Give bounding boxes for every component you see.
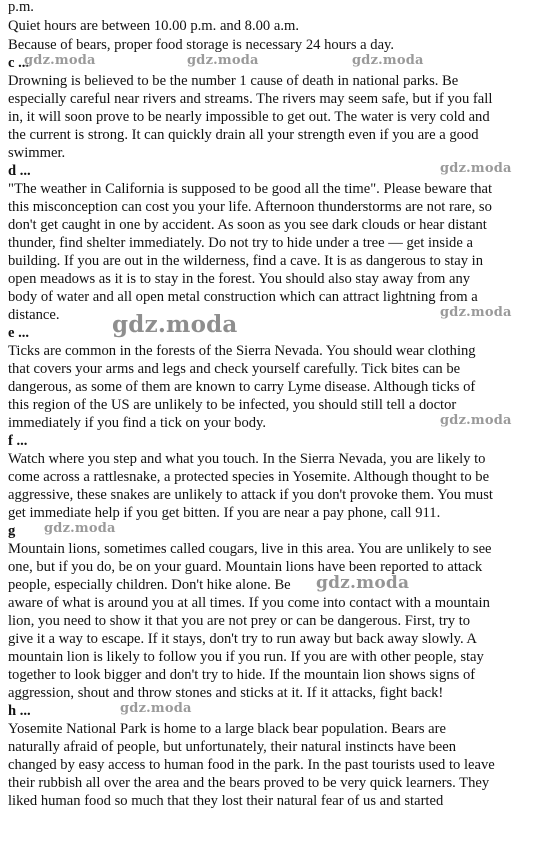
text-line: open meadows as it is to stay in the forest. You should also stay away from any [8, 271, 471, 287]
section-heading-e: e ... [8, 325, 30, 341]
watermark: gdz.moda [187, 53, 259, 68]
watermark: gdz.moda [440, 413, 512, 428]
text-line: together to look bigger and don't try to hide. If the mountain lion shows signs of [8, 667, 476, 683]
text-line: the current is strong. It can quickly drain all your strength even if you are a good [8, 127, 479, 143]
text-line: body of water and all open metal construction which can attract lightning from a [8, 289, 478, 305]
section-heading-f: f ... [8, 433, 28, 449]
text-line: changed by easy access to human food in the park. In the past tourists used to leave [8, 757, 495, 773]
text-line: this region of the US are unlikely to be infected, you should still tell a doctor [8, 397, 457, 413]
text-line: Because of bears, proper food storage is necessary 24 hours a day. [8, 37, 395, 53]
text-line: in, it will soon prove to be nearly impossible to get out. The water is very cold and [8, 109, 490, 125]
text-line: naturally afraid of people, but unfortunately, their natural instincts have been [8, 739, 457, 755]
watermark: gdz.moda [120, 701, 192, 716]
watermark: gdz.moda [112, 311, 238, 338]
text-line: "The weather in California is supposed to be good all the time". Please beware that [8, 181, 493, 197]
text-line: that covers your arms and legs and check yourself carefully. Tick bites can be [8, 361, 461, 377]
text-line: get immediate help if you get bitten. If you are near a pay phone, call 911. [8, 505, 441, 521]
text-line: this misconception can cost you your life. Afternoon thunderstorms are not rare, so [8, 199, 492, 215]
text-line: liked human food so much that they lost their natural fear of us and started [8, 793, 444, 809]
text-line: their rubbish all over the area and the bears proved to be very quick learners. They [8, 775, 490, 791]
text-line: especially careful near rivers and streams. The rivers may seem safe, but if you fall [8, 91, 493, 107]
text-line: lion, you need to show it that you are not prey or can be dangerous. First, try to [8, 613, 471, 629]
watermark: gdz.moda [44, 521, 116, 536]
text-line: aware of what is around you at all times. If you come into contact with a mountain [8, 595, 490, 611]
text-line: Drowning is believed to be the number 1 cause of death in national parks. Be [8, 73, 459, 89]
text-line: distance. [8, 307, 60, 323]
watermark: gdz.moda [440, 305, 512, 320]
text-line: aggressive, these snakes are unlikely to attack if you don't provoke them. You must [8, 487, 493, 503]
text-line: swimmer. [8, 145, 66, 161]
text-line: Mountain lions, sometimes called cougars, live in this area. You are unlikely to see [8, 541, 492, 557]
text-line: one, but if you do, be on your guard. Mountain lions have been reported to attack [8, 559, 483, 575]
text-line: come across a rattlesnake, a protected species in Yosemite. Although thought to be [8, 469, 490, 485]
text-line: don't get caught in one by accident. As soon as you see dark clouds or hear distant [8, 217, 487, 233]
section-heading-c: c ... [8, 55, 30, 71]
section-heading-d: d ... [8, 163, 31, 179]
text-line: building. If you are out in the wilderness, find a cave. It is as dangerous to stay in [8, 253, 483, 269]
watermark: gdz.moda [440, 161, 512, 176]
text-line: thunder, find shelter immediately. Do not try to hide under a tree — get inside a [8, 235, 473, 251]
text-line: immediately if you find a tick on your body. [8, 415, 267, 431]
text-line: give it a way to escape. If it stays, don't try to run away but back away slowly. A [8, 631, 477, 647]
watermark: gdz.moda [316, 573, 410, 593]
text-line: dangerous, as some of them are known to carry Lyme disease. Although ticks of [8, 379, 476, 395]
watermark: gdz.moda [352, 53, 424, 68]
text-line: Watch where you step and what you touch. In the Sierra Nevada, you are likely to [8, 451, 486, 467]
section-heading-g: g [8, 523, 16, 539]
text-line: people, especially children. Don't hike alone. Be [8, 577, 291, 593]
section-heading-h: h ... [8, 703, 31, 719]
text-line: Quiet hours are between 10.00 p.m. and 8.00 a.m. [8, 18, 299, 34]
watermark: gdz.moda [24, 53, 96, 68]
text-line: p.m. [8, 0, 34, 15]
text-line: Ticks are common in the forests of the Sierra Nevada. You should wear clothing [8, 343, 476, 359]
text-line: mountain lion is likely to follow you if you run. If you are with other people, stay [8, 649, 484, 665]
text-line: Yosemite National Park is home to a large black bear population. Bears are [8, 721, 446, 737]
text-line: aggression, shout and throw stones and sticks at it. If it attacks, fight back! [8, 685, 444, 701]
